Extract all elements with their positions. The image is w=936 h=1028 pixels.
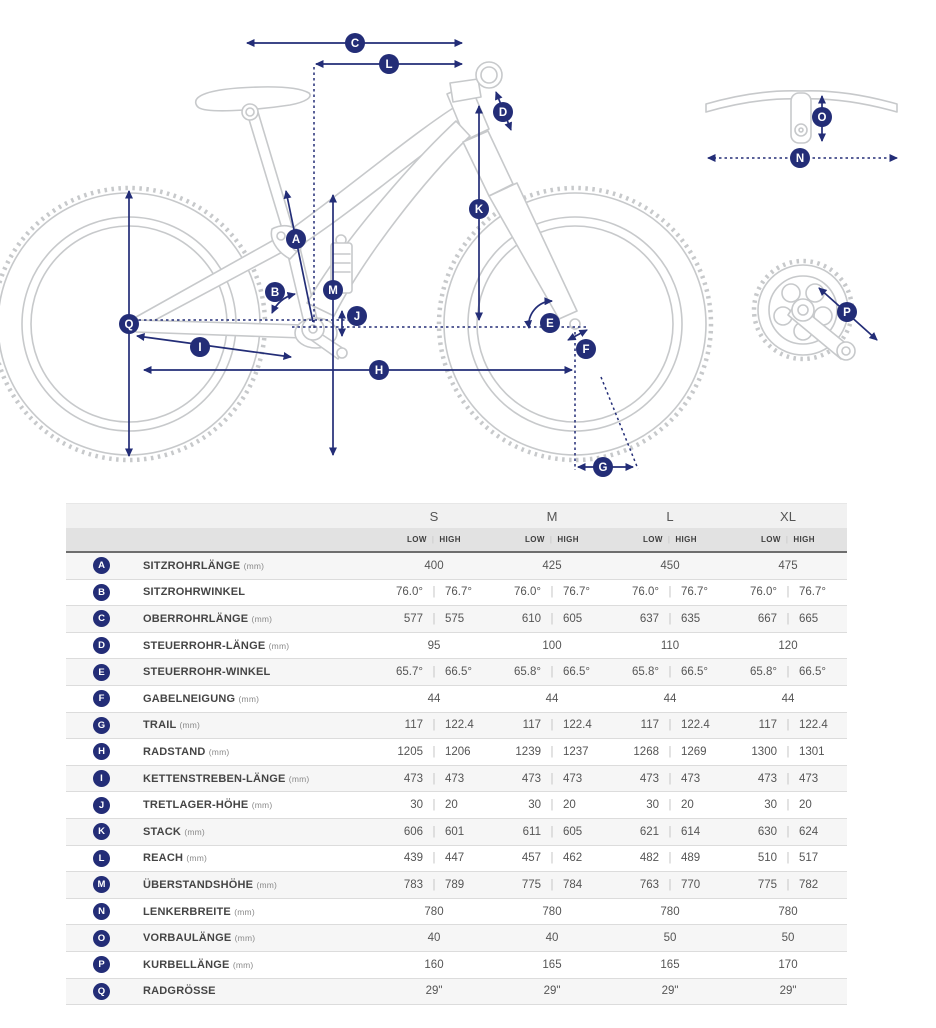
value-cell: 1239 | 1237 [515,745,589,758]
row-unit: (mm) [268,640,290,651]
svg-text:H: H [374,365,384,377]
value-cell: 29" [779,985,797,998]
row-label: RADGRÖSSE [143,985,216,998]
value-cell: 44 [781,692,795,705]
value-cell: 120 [778,639,798,652]
value-cell: 780 [778,905,798,918]
row-label-cell [66,610,375,627]
row-letter-badge: F [93,690,110,707]
table-row [66,553,847,580]
row-label: OBERROHRLÄNGE (mm) [143,612,273,625]
value-cell: 510 | 517 [757,852,819,865]
diagram-marker-d [493,102,513,122]
row-unit: (mm) [234,933,256,944]
value-cell: 165 [542,958,562,971]
value-cell: 457 | 462 [521,852,583,865]
row-unit: (mm) [232,959,254,970]
row-letter-badge: Q [93,983,110,1000]
row-unit: (mm) [256,879,278,890]
row-label: SITZROHRWINKEL [143,586,246,599]
value-cell: 1268 | 1269 [633,745,707,758]
row-label-cell [66,956,375,973]
table-row [66,633,847,660]
size-header-l: L [666,508,674,524]
row-label-cell [66,983,375,1000]
row-letter-badge: D [93,637,110,654]
table-row [66,819,847,846]
value-cell: 1300 | 1301 [751,745,825,758]
value-cell: 577 | 575 [403,612,465,625]
table-row [66,606,847,633]
svg-text:J: J [353,311,361,323]
row-label: STEUERROHR-LÄNGE (mm) [143,639,290,652]
row-label-cell [66,770,375,787]
row-letter-badge: L [93,850,110,867]
value-cell: 100 [542,639,562,652]
svg-text:C: C [350,38,360,50]
table-row [66,979,847,1006]
motor-bottom-bracket [295,318,347,359]
row-unit: (mm) [238,693,260,704]
fork [463,131,513,196]
table-row [66,686,847,713]
svg-text:L: L [385,59,393,71]
table-row [66,792,847,819]
row-unit: (mm) [234,906,255,917]
value-cell: 30 | 20 [764,799,812,812]
lowhigh-header-l: LOW | HIGH [643,535,697,544]
value-cell: 29" [543,985,561,998]
size-header-m: M [546,508,558,524]
diagram-marker-i [190,337,210,357]
lowhigh-header-m: LOW | HIGH [525,535,579,544]
row-label-cell [66,797,375,814]
svg-text:A: A [291,234,301,246]
value-cell: 170 [778,958,798,971]
diagram-marker-a [286,229,306,249]
lowhigh-header-row [66,528,847,553]
diagram-marker-b [265,282,285,302]
row-label-cell [66,664,375,681]
table-row [66,872,847,899]
value-cell: 76.0° | 76.7° [750,586,826,599]
row-unit: (mm) [208,746,230,757]
value-cell: 40 [427,932,441,945]
row-letter-badge: H [93,743,110,760]
row-label: LENKERBREITE (mm) [143,905,255,918]
measure-i-chainstay [137,336,291,357]
value-cell: 44 [427,692,441,705]
value-cell: 40 [545,932,559,945]
row-label-cell [66,903,375,920]
geometry-table-body [66,553,847,1005]
trail-steering-dotted [601,377,638,469]
row-label: SITZROHRLÄNGE (mm) [143,559,265,572]
row-label: STEUERROHR-WINKEL [143,666,271,679]
row-label: GABELNEIGUNG (mm) [143,692,260,705]
value-cell: 610 | 605 [521,612,583,625]
diagram-marker-p [837,302,857,322]
size-header-xl: XL [780,508,796,524]
value-cell: 450 [660,559,680,572]
diagram-marker-j [347,306,367,326]
svg-text:F: F [582,344,590,356]
value-cell: 630 | 624 [757,825,819,838]
table-row [66,899,847,926]
value-cell: 65.8° | 66.5° [632,666,708,679]
table-row [66,766,847,793]
bike-geometry-diagram [0,0,936,500]
diagram-marker-e [540,313,560,333]
row-label-cell [66,930,375,947]
value-cell: 637 | 635 [639,612,701,625]
row-letter-badge: A [93,557,110,574]
row-label-cell [66,823,375,840]
lowhigh-header-xl: LOW | HIGH [761,535,815,544]
value-cell: 775 | 784 [521,878,583,891]
svg-text:G: G [598,462,608,474]
table-row [66,713,847,740]
value-cell: 425 [542,559,562,572]
row-letter-badge: B [93,584,110,601]
row-label-cell [66,850,375,867]
row-label: TRAIL (mm) [143,719,201,732]
row-label: REACH (mm) [143,852,208,865]
table-row [66,846,847,873]
value-cell: 775 | 782 [757,878,819,891]
svg-text:B: B [270,287,280,299]
stem-side [450,79,481,102]
table-row [66,659,847,686]
row-letter-badge: P [93,956,110,973]
row-letter-badge: C [93,610,110,627]
value-cell: 44 [663,692,677,705]
value-cell: 400 [424,559,444,572]
table-row [66,739,847,766]
value-cell: 50 [663,932,677,945]
value-cell: 763 | 770 [639,878,701,891]
diagram-marker-l [379,54,399,74]
geometry-table [66,503,847,1005]
value-cell: 117 | 122.4 [404,719,474,732]
diagram-marker-m [323,280,343,300]
value-cell: 29" [661,985,679,998]
value-cell: 439 | 447 [403,852,465,865]
row-label: KURBELLÄNGE (mm) [143,958,254,971]
row-label: RADSTAND (mm) [143,745,230,758]
row-label-cell [66,717,375,734]
row-unit: (mm) [251,613,273,624]
svg-text:K: K [474,204,484,216]
value-cell: 110 [660,639,680,652]
row-letter-badge: G [93,717,110,734]
diagram-marker-h [369,360,389,380]
svg-text:I: I [198,342,202,354]
svg-text:O: O [817,112,827,124]
value-cell: 475 [778,559,798,572]
row-letter-badge: I [93,770,110,787]
value-cell: 117 | 122.4 [640,719,710,732]
value-cell: 780 [542,905,562,918]
diagram-marker-o [812,107,832,127]
value-cell: 783 | 789 [403,878,465,891]
value-cell: 473 | 473 [403,772,465,785]
row-letter-badge: J [93,797,110,814]
diagram-marker-c [345,33,365,53]
value-cell: 50 [781,932,795,945]
value-cell: 76.0° | 76.7° [396,586,472,599]
value-cell: 76.0° | 76.7° [632,586,708,599]
value-cell: 95 [427,639,441,652]
svg-text:E: E [546,318,554,330]
table-row [66,925,847,952]
table-row [66,580,847,607]
row-label-cell [66,637,375,654]
row-label-cell [66,557,375,574]
row-unit: (mm) [186,853,208,864]
row-letter-badge: N [93,903,110,920]
diagram-marker-g [593,457,613,477]
value-cell: 165 [660,958,680,971]
value-cell: 780 [424,905,444,918]
value-cell: 482 | 489 [639,852,701,865]
value-cell: 30 | 20 [528,799,576,812]
value-cell: 65.8° | 66.5° [514,666,590,679]
value-cell: 65.8° | 66.5° [750,666,826,679]
value-cell: 29" [425,985,443,998]
value-cell: 473 | 473 [521,772,583,785]
value-cell: 117 | 122.4 [522,719,592,732]
value-cell: 30 | 20 [646,799,694,812]
svg-text:M: M [328,285,338,297]
row-letter-badge: K [93,823,110,840]
value-cell: 117 | 122.4 [758,719,828,732]
row-letter-badge: E [93,664,110,681]
value-cell: 160 [424,958,444,971]
lowhigh-header-s: LOW | HIGH [407,535,461,544]
row-label-cell [66,876,375,893]
row-label-cell [66,743,375,760]
table-row [66,952,847,979]
measure-f-forkoffset [568,330,587,340]
svg-text:N: N [795,153,805,165]
svg-text:P: P [843,307,851,319]
row-label-cell [66,584,375,601]
svg-text:D: D [498,107,508,119]
size-header-s: S [429,508,439,524]
size-header-row [66,503,847,528]
value-cell: 606 | 601 [403,825,465,838]
value-cell: 611 | 605 [522,825,583,838]
row-label: STACK (mm) [143,825,205,838]
seatpost [248,112,293,232]
value-cell: 30 | 20 [410,799,458,812]
value-cell: 780 [660,905,680,918]
row-label: TRETLAGER-HÖHE (mm) [143,799,273,812]
row-unit: (mm) [243,560,265,571]
row-unit: (mm) [288,773,310,784]
row-label: KETTENSTREBEN-LÄNGE (mm) [143,772,310,785]
value-cell: 473 | 473 [757,772,819,785]
diagram-marker-n [790,148,810,168]
diagram-marker-q [119,314,139,334]
value-cell: 473 | 473 [639,772,701,785]
diagram-marker-k [469,199,489,219]
row-label-cell [66,690,375,707]
value-cell: 44 [545,692,559,705]
row-letter-badge: M [93,876,110,893]
row-label: ÜBERSTANDSHÖHE (mm) [143,878,278,891]
row-unit: (mm) [184,826,205,837]
row-unit: (mm) [251,800,273,811]
value-cell: 621 | 614 [639,825,701,838]
row-letter-badge: O [93,930,110,947]
value-cell: 667 | 665 [757,612,819,625]
handlebar-front-view [706,91,897,143]
row-label: VORBAULÄNGE (mm) [143,932,256,945]
value-cell: 1205 | 1206 [397,745,471,758]
row-unit: (mm) [179,720,201,731]
value-cell: 76.0° | 76.7° [514,586,590,599]
value-cell: 65.7° | 66.5° [396,666,472,679]
diagram-marker-f [576,339,596,359]
svg-text:Q: Q [124,319,134,331]
